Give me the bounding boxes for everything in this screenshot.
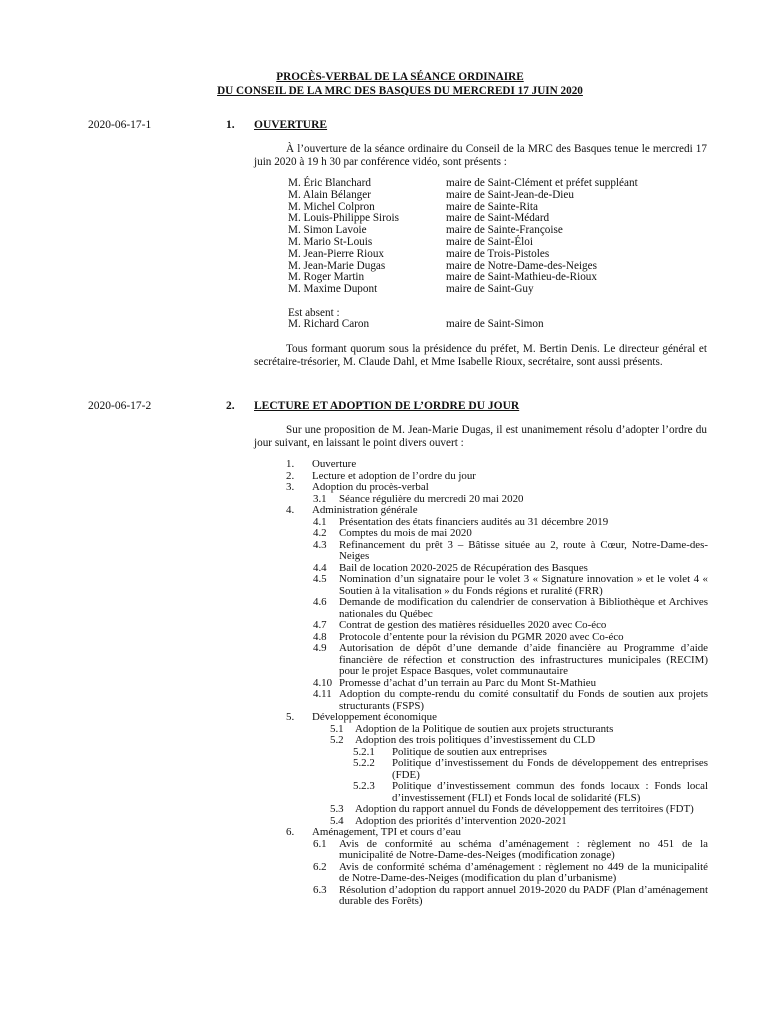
agenda-item-text: Politique d’investissement du Fonds de développement des entreprises (FDE) (392, 757, 708, 781)
member-name: M. Roger Martin (288, 271, 365, 284)
agenda-item-text: Demande de modification du calendrier de conservation à Bibliothèque et Archives nationales du Québec (339, 596, 708, 620)
agenda-item-text: Adoption du rapport annuel du Fonds de développement des territoires (FDT) (355, 803, 694, 815)
agenda-intro-paragraph: Sur une proposition de M. Jean-Marie Dugas, il est unanimement résolu d’adopter l’ordre du jour suivant, en laissant le point divers ouvert : (254, 424, 707, 449)
agenda-item-text: Autorisation de dépôt d’une demande d’aide financière au Programme d’aide financière de réfection et construction des infrastructures municipales (RECIM) pour le projet Espace Basques, volet communautaire (339, 642, 708, 677)
absent-label: Est absent : (288, 307, 340, 319)
agenda-item-number: 4.2 (313, 527, 327, 539)
agenda-item-number: 3. (286, 481, 295, 493)
agenda-item-number: 4.5 (313, 573, 327, 585)
member-role: maire de Trois-Pistoles (446, 247, 550, 260)
agenda-item (286, 712, 708, 724)
agenda-item (286, 689, 708, 712)
agenda-item-text: Nomination d’un signataire pour le volet 3 « Signature innovation » et le volet 4 « Soutien à la vitalisation » du Fonds régions et ruralité (FRR) (339, 573, 708, 597)
agenda-item-number: 3.1 (313, 492, 327, 505)
agenda-item-text: Protocole d’entente pour la révision du PGMR 2020 avec Co-éco (339, 630, 624, 643)
agenda-item-text: Refinancement du prêt 3 – Bâtisse située au 2, route à Cœur, Notre-Dame-des-Neiges (339, 538, 708, 562)
agenda-item-number: 5.1 (330, 722, 344, 735)
agenda-item-number: 4. (286, 504, 295, 516)
agenda-item-text: Adoption de la Politique de soutien aux projets structurants (355, 722, 614, 735)
agenda-item (286, 735, 708, 747)
agenda-item (286, 540, 708, 563)
agenda-item-text: Développement économique (312, 711, 437, 723)
member-name: M. Louis-Philippe Sirois (288, 212, 399, 225)
resolution-code: 2020-06-17-2 (88, 400, 152, 412)
opening-paragraph: À l’ouverture de la séance ordinaire du Conseil de la MRC des Basques tenue le mercredi 17 juin 2020 à 19 h 30 par conférence vidéo, sont présents : (254, 143, 707, 168)
section-number: 2. (226, 400, 235, 412)
agenda-item (286, 482, 708, 494)
agenda-item-number: 6.1 (313, 837, 327, 850)
agenda-item (286, 885, 708, 908)
agenda-item-text: Ouverture (312, 458, 357, 470)
agenda-item-number: 4.7 (313, 619, 327, 631)
agenda-item (286, 758, 708, 781)
resolution-code: 2020-06-17-1 (88, 119, 152, 131)
agenda-item-number: 2. (286, 469, 295, 482)
agenda-item-text: Politique d’investissement commun des fonds locaux : Fonds local d’investissement (FLI) et Fonds local de solidarité (FLS) (392, 780, 708, 804)
member-role: maire de Saint-Clément et préfet suppléant (446, 177, 638, 189)
agenda-item-text: Avis de conformité au schéma d’aménagement : règlement no 451 de la municipalité de Notre-Dame-des-Neiges (modification zonage) (339, 837, 708, 861)
member-name: M. Simon Lavoie (288, 224, 367, 237)
member-name: M. Richard Caron (288, 318, 370, 330)
agenda-item-text: Adoption des trois politiques d’investissement du CLD (355, 734, 596, 746)
agenda-item-text: Aménagement, TPI et cours d’eau (312, 826, 461, 838)
member-role: maire de Sainte-Rita (446, 200, 538, 213)
agenda-item-text: Séance régulière du mercredi 20 mai 2020 (339, 492, 524, 505)
agenda-item-text: Avis de conformité schéma d’aménagement : règlement no 449 de la municipalité de Notre-Dame-des-Neiges (modification du plan d’urbanisme) (339, 860, 708, 884)
member-name: M. Maxime Dupont (288, 283, 378, 296)
agenda-item-number: 4.3 (313, 538, 327, 551)
agenda-list (286, 459, 708, 908)
member-role: maire de Notre-Dame-des-Neiges (446, 259, 597, 272)
agenda-item (286, 574, 708, 597)
member-name: M. Mario St-Louis (288, 235, 373, 248)
agenda-item-number: 4.1 (313, 515, 327, 528)
agenda-item-text: Adoption du procès-verbal (312, 481, 429, 493)
member-name: M. Michel Colpron (288, 200, 375, 213)
member-role: maire de Saint-Jean-de-Dieu (446, 188, 574, 201)
agenda-item-number: 4.8 (313, 630, 327, 643)
agenda-item (286, 781, 708, 804)
member-role: maire de Saint-Éloi (446, 235, 533, 248)
agenda-item (286, 804, 708, 816)
agenda-item-number: 5.3 (330, 803, 344, 815)
member-role: maire de Saint-Mathieu-de-Rioux (446, 271, 597, 284)
member-role: maire de Saint-Médard (446, 212, 550, 225)
agenda-item-number: 4.9 (313, 642, 327, 654)
agenda-item-number: 5.4 (330, 814, 344, 827)
agenda-item-text: Comptes du mois de mai 2020 (339, 527, 472, 539)
agenda-item-number: 6.3 (313, 883, 327, 896)
title-line-1: PROCÈS-VERBAL DE LA SÉANCE ORDINAIRE (276, 71, 524, 83)
agenda-item-number: 4.4 (313, 561, 327, 574)
agenda-item-text: Adoption du compte-rendu du comité consultatif du Fonds de soutien aux projets structurants (FSPS) (339, 688, 708, 712)
agenda-item (286, 839, 708, 862)
title-line-2: DU CONSEIL DE LA MRC DES BASQUES DU MERCREDI 17 JUIN 2020 (217, 84, 583, 97)
agenda-item (286, 597, 708, 620)
agenda-item-text: Résolution d’adoption du rapport annuel 2019-2020 du PADF (Plan d’aménagement durable des Forêts) (339, 883, 708, 907)
agenda-item (286, 505, 708, 517)
section-heading: LECTURE ET ADOPTION DE L’ORDRE DU JOUR (254, 400, 520, 412)
section-number: 1. (226, 119, 235, 131)
agenda-item-text: Présentation des états financiers audités au 31 décembre 2019 (339, 515, 609, 528)
quorum-paragraph: Tous formant quorum sous la présidence du préfet, M. Bertin Denis. Le directeur général et secrétaire-trésorier, M. Claude Dahl, et Mme Isabelle Rioux, secrétaire, sont aussi présents. (254, 343, 707, 368)
agenda-item-text: Politique de soutien aux entreprises (392, 745, 547, 758)
agenda-item-number: 5. (286, 711, 295, 723)
member-role: maire de Saint-Simon (446, 318, 544, 330)
member-role: maire de Saint-Guy (446, 283, 534, 296)
agenda-item-text: Administration générale (312, 504, 418, 516)
member-name: M. Jean-Pierre Rioux (288, 247, 385, 260)
agenda-item-number: 1. (286, 458, 295, 470)
member-name: M. Éric Blanchard (288, 177, 371, 189)
member-role: maire de Sainte-Françoise (446, 224, 563, 237)
agenda-item (286, 643, 708, 678)
member-name: M. Alain Bélanger (288, 188, 371, 201)
agenda-item-number: 5.2.2 (353, 757, 375, 769)
member-name: M. Jean-Marie Dugas (288, 259, 386, 272)
agenda-item-text: Lecture et adoption de l’ordre du jour (312, 469, 476, 482)
agenda-item-number: 5.2 (330, 734, 344, 746)
agenda-item-number: 5.2.1 (353, 745, 375, 758)
document-title (0, 71, 770, 98)
agenda-item (286, 459, 708, 471)
agenda-item-number: 4.6 (313, 596, 327, 608)
agenda-item-number: 6. (286, 826, 295, 838)
agenda-item-number: 4.11 (313, 688, 332, 700)
agenda-item (286, 620, 708, 632)
agenda-item (286, 827, 708, 839)
agenda-item (286, 862, 708, 885)
agenda-item-text: Contrat de gestion des matières résiduelles 2020 avec Co-éco (339, 619, 607, 631)
agenda-item-text: Adoption des priorités d’intervention 2020-2021 (355, 814, 567, 827)
agenda-item-number: 6.2 (313, 860, 327, 873)
agenda-item-number: 4.10 (313, 676, 333, 689)
agenda-item-number: 5.2.3 (353, 780, 375, 792)
agenda-item-text: Bail de location 2020-2025 de Récupération des Basques (339, 561, 588, 574)
section-heading: OUVERTURE (254, 119, 328, 131)
agenda-item (286, 528, 708, 540)
agenda-item-text: Promesse d’achat d’un terrain au Parc du Mont St-Mathieu (339, 676, 597, 689)
